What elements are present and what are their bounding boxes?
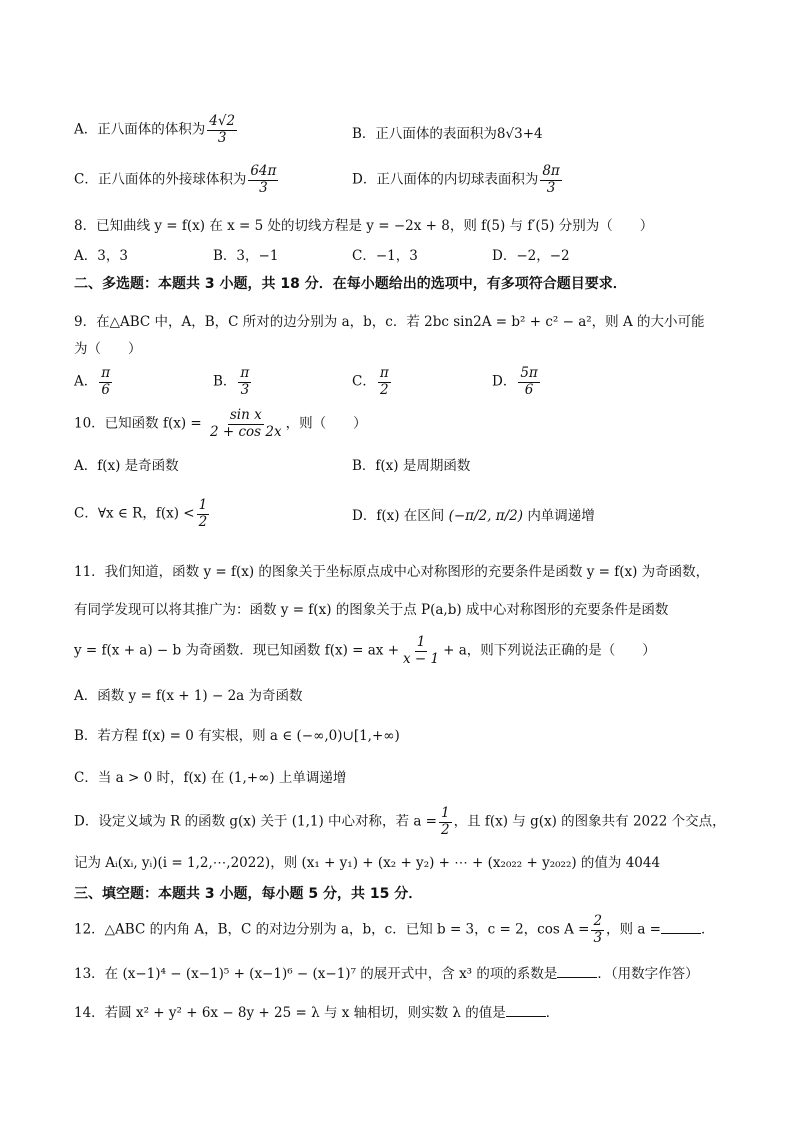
q8-option-b: B．3，−1 (213, 248, 279, 264)
section-2-heading: 二、多选题：本题共 3 小题，共 18 分．在每小题给出的选项中，有多项符合题目要求． (74, 276, 627, 292)
q12-answer-blank[interactable] (661, 921, 701, 934)
q13: 13．在 (x−1)⁴ − (x−1)⁵ + (x−1)⁶ − (x−1)⁷ 的展开式中，含 x³ 的项的系数是 ．（用数字作答） (74, 966, 699, 982)
q10-option-d: D．f(x) 在区间 (−π/2, π/2) 内单调递增 (352, 508, 595, 524)
q11-line2: 有同学发现可以将其推广为：函数 y = f(x) 的图象关于点 P(a,b) 成中心对称图形的充要条件是函数 (74, 602, 669, 618)
q7-row-ab (74, 114, 734, 146)
q9-stem-line2: 为（ ） (74, 341, 142, 357)
q11-option-b: B．若方程 f(x) = 0 有实根，则 a ∈ (−∞,0)∪[1,+∞) (74, 728, 400, 744)
q7-c-fraction: $\frac{64\pi}{3}$ (250, 163, 277, 196)
q12: 12．△ABC 的内角 A，B，C 的对边分别为 a，b，c．已知 b = 3，c = 2，cos A = $\frac{2}{3}$ ，则 a = ． (74, 913, 715, 946)
q7-option-d: D．正八面体的内切球表面积为 $\frac{8\pi}{3}$ (352, 163, 560, 196)
q11-option-d-line1: D．设定义域为 R 的函数 g(x) 关于 (1,1) 中心对称，若 a = $\frac{1}{2}$ ，且 f(x) 与 g(x) 的图象共有 2022 个交点， (74, 805, 726, 838)
q7-option-a: A．正八面体的体积为 $\frac{4√2}{3}$ (74, 113, 236, 146)
q10-option-a: A．f(x) 是奇函数 (74, 458, 179, 474)
q9-option-c: C． $\frac{\pi}{2}$ (352, 365, 389, 398)
q8-option-a: A．3，3 (74, 248, 128, 264)
q9-option-a: A． $\frac{\pi}{6}$ (74, 365, 111, 398)
q9-option-d: D． $\frac{5\pi}{6}$ (492, 365, 538, 398)
q7-row-cd (74, 164, 734, 196)
q14: 14．若圆 x² + y² + 6x − 8y + 25 = λ 与 x 轴相切，则实数 λ 的值是 ． (74, 1005, 560, 1021)
q11-option-a: A．函数 y = f(x + 1) − 2a 为奇函数 (74, 688, 303, 704)
q7-option-c: C．正八面体的外接球体积为 $\frac{64\pi}{3}$ (74, 163, 277, 196)
q10-option-b: B．f(x) 是周期函数 (352, 458, 471, 474)
q9-option-b: B． $\frac{\pi}{3}$ (213, 365, 250, 398)
q8-stem: 8．已知曲线 y = f(x) 在 x = 5 处的切线方程是 y = −2x + 8，则 f(5) 与 f′(5) 分别为（ ） (74, 218, 654, 234)
q8-option-d: D．−2，−2 (492, 248, 570, 264)
section-3-heading: 三、填空题：本题共 3 小题，每小题 5 分，共 15 分． (74, 886, 423, 902)
q10-fraction: $\frac{\text{sin x}}{2 + \cos 2x}$ (210, 407, 282, 440)
q8-option-c: C．−1，3 (352, 248, 418, 264)
q11-line1: 11．我们知道，函数 y = f(x) 的图象关于坐标原点成中心对称图形的充要条件是函数 y = f(x) 为奇函数， (74, 564, 710, 580)
q9-stem-line1: 9．在△ABC 中，A，B，C 所对的边分别为 a，b，c．若 2bc sin2A = b² + c² − a²，则 A 的大小可能 (74, 314, 705, 330)
q10-stem: 10．已知函数 f(x) = $\frac{\text{sin x}}{2 + \cos 2x}$ ，则（ ） (74, 407, 367, 440)
q10-option-c: C．∀x ∈ R，f(x) < $\frac{1}{2}$ (74, 497, 208, 530)
q7-d-fraction: $\frac{8\pi}{3}$ (542, 163, 560, 196)
q11-option-d-line2: 记为 Aᵢ(xᵢ, yᵢ)(i = 1,2,⋯,2022)，则 (x₁ + y₁) + (x₂ + y₂) + ⋯ + (x₂₀₂₂ + y₂₀₂₂) 的值为 4044 (74, 855, 661, 871)
q14-answer-blank[interactable] (506, 1004, 546, 1017)
q7-option-b: B．正八面体的表面积为8√3+4 (352, 126, 543, 142)
q13-answer-blank[interactable] (557, 965, 597, 978)
q7-a-fraction: $\frac{4√2}{3}$ (209, 113, 236, 146)
q11-line3: y = f(x + a) − b 为奇函数．现已知函数 f(x) = ax + $\frac{1}{x - 1}$ + a，则下列说法正确的是（ ） (74, 634, 656, 667)
q11-option-c: C．当 a > 0 时，f(x) 在 (1,+∞) 上单调递增 (74, 770, 347, 786)
